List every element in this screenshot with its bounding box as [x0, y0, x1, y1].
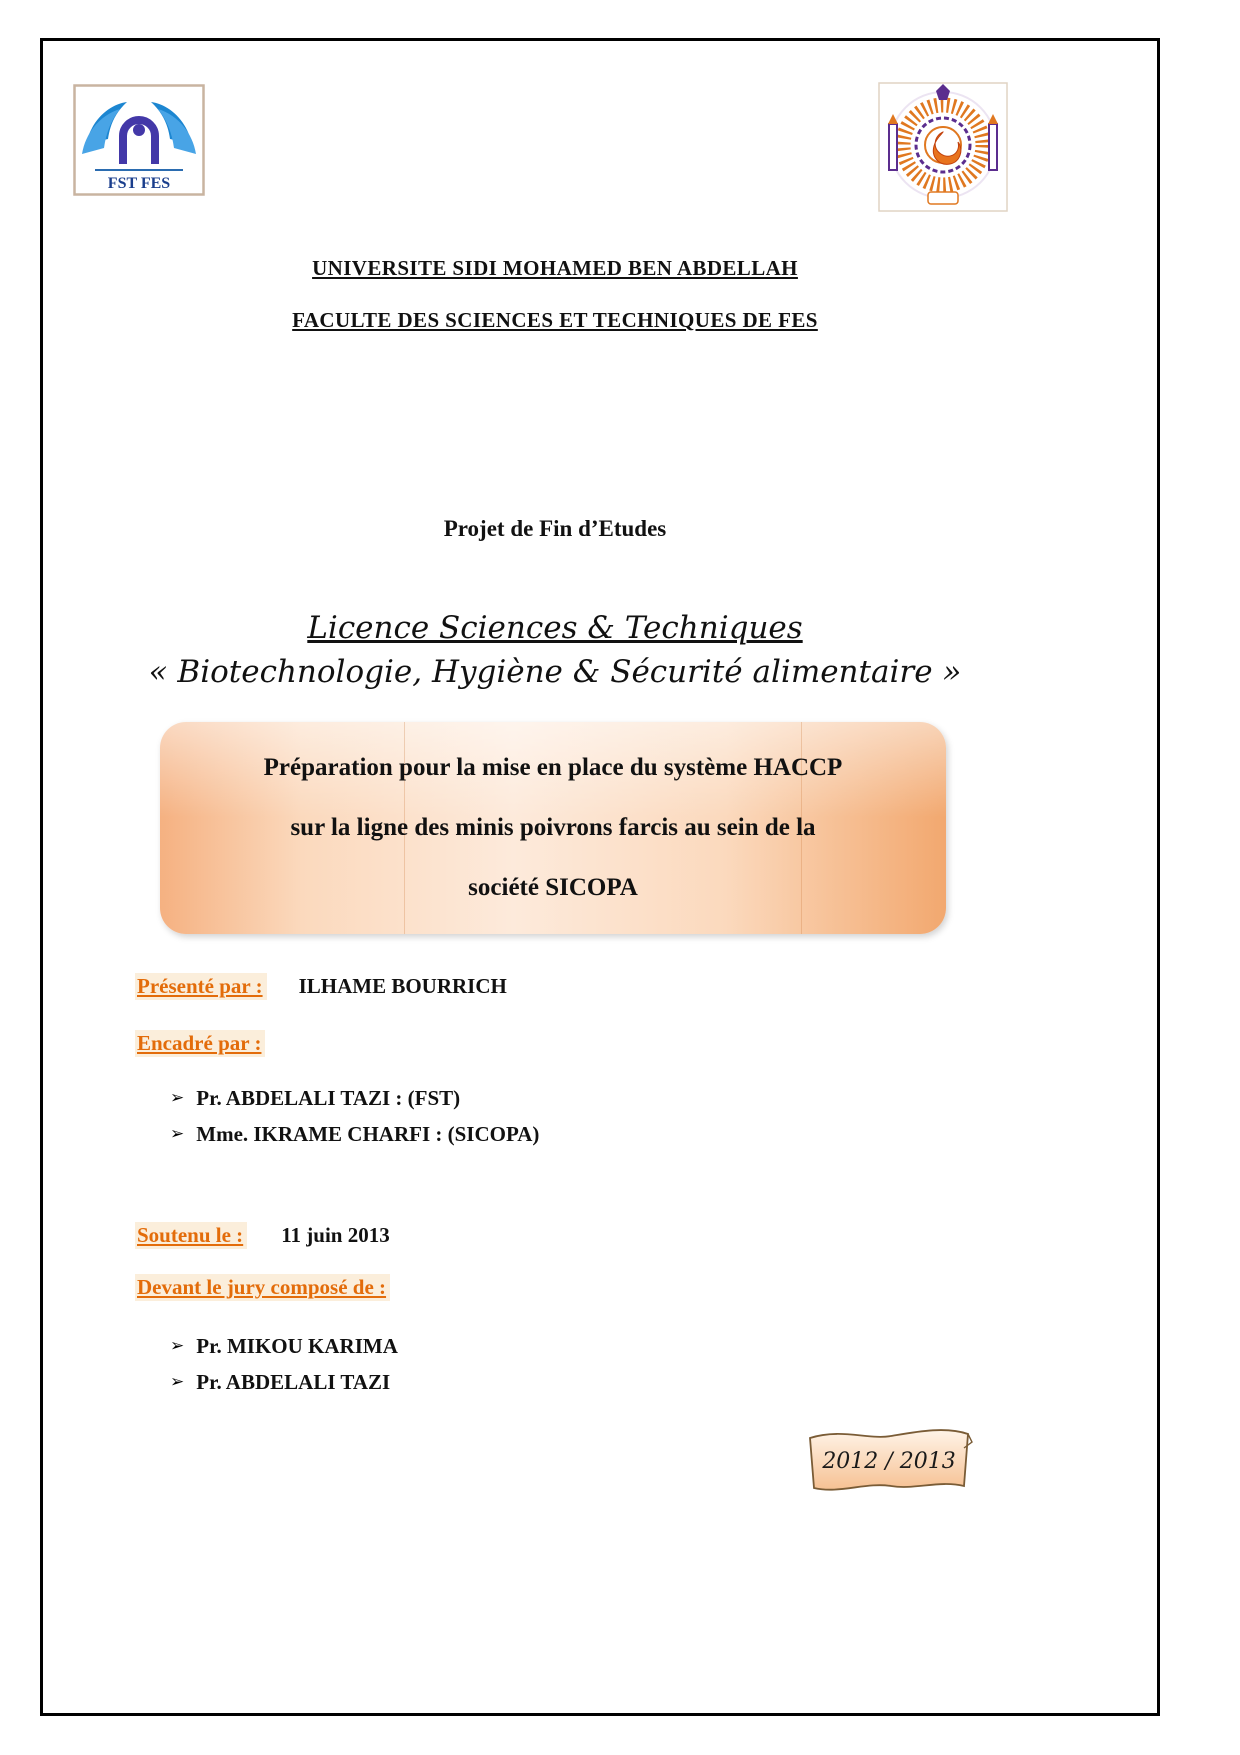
jury-row — [135, 1274, 390, 1301]
thesis-title-line-3: société SICOPA — [468, 874, 638, 901]
presented-by-name: ILHAME BOURRICH — [298, 974, 507, 998]
fst-fes-logo-icon — [73, 84, 205, 196]
presented-by-row — [135, 973, 507, 1000]
jury-list — [170, 1328, 398, 1400]
university-seal-icon — [878, 82, 1008, 212]
supervised-by-label: Encadré par : — [135, 1030, 265, 1057]
list-item — [170, 1116, 539, 1152]
specialty-line: « Biotechnologie, Hygiène & Sécurité alimentaire » — [148, 654, 962, 690]
university-name: UNIVERSITE SIDI MOHAMED BEN ABDELLAH — [312, 256, 798, 280]
thesis-title-line-1: Préparation pour la mise en place du système HACCP — [263, 754, 843, 781]
list-item — [170, 1364, 398, 1400]
list-item — [170, 1080, 539, 1116]
jury-member-name: Pr. MIKOU KARIMA — [196, 1333, 398, 1358]
jury-label: Devant le jury composé de : — [135, 1274, 390, 1301]
banner-ribbon-icon — [803, 1422, 975, 1510]
arrow-bullet-icon: ➢ — [170, 1372, 185, 1392]
arrow-bullet-icon: ➢ — [170, 1124, 185, 1144]
faculty-name: FACULTE DES SCIENCES ET TECHNIQUES DE FES — [292, 308, 818, 332]
academic-year-text: 2012 / 2013 — [822, 1449, 956, 1474]
fst-fes-logo-text: FST FES — [107, 175, 171, 192]
supervised-by-row — [135, 1030, 265, 1057]
supervisor-name: Mme. IKRAME CHARFI : (SICOPA) — [196, 1121, 540, 1146]
fst-fes-logo — [73, 84, 205, 196]
supervisors-list — [170, 1080, 539, 1152]
supervisor-name: Pr. ABDELALI TAZI : (FST) — [196, 1085, 461, 1110]
university-seal — [878, 82, 1008, 212]
project-type: Projet de Fin d’Etudes — [443, 516, 667, 541]
academic-year-banner — [803, 1422, 975, 1510]
defense-date-label: Soutenu le : — [135, 1222, 247, 1249]
arrow-bullet-icon: ➢ — [170, 1336, 185, 1356]
jury-member-name: Pr. ABDELALI TAZI — [196, 1369, 391, 1394]
thesis-title-box — [160, 722, 946, 934]
thesis-title-line-2: sur la ligne des minis poivrons farcis au sein de la — [290, 814, 816, 841]
arrow-bullet-icon: ➢ — [170, 1088, 185, 1108]
defense-date-row — [135, 1222, 390, 1249]
presented-by-label: Présenté par : — [135, 973, 267, 1000]
list-item — [170, 1328, 398, 1364]
degree-line: Licence Sciences & Techniques — [307, 610, 803, 646]
defense-date-value: 11 juin 2013 — [281, 1223, 390, 1247]
